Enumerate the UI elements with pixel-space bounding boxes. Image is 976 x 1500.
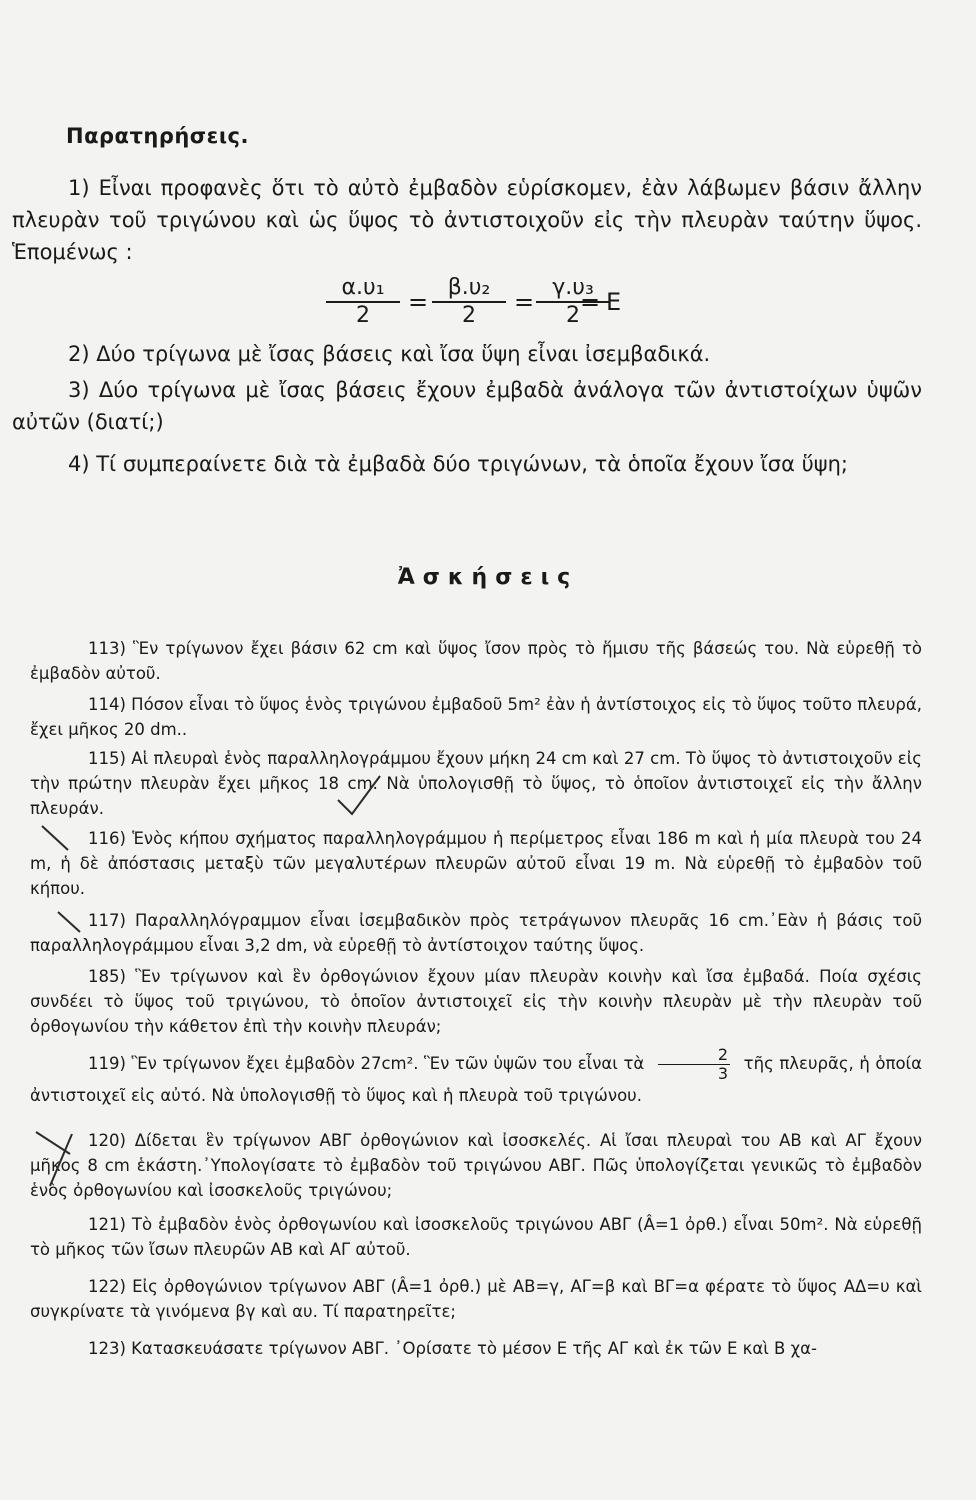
- exercise-123: 123) Κατασκευάσατε τρίγωνον ΑΒΓ. ᾿Ορίσατε τὸ μέσον Ε τῆς ΑΓ καὶ ἐκ τῶν Ε καὶ Β χα-: [88, 1339, 817, 1358]
- exercise-119-text-start: 119) Ἓν τρίγωνον ἔχει ἐμβαδὸν 27cm². Ἓν τῶν ὑψῶν του εἶναι τὰ: [88, 1054, 645, 1073]
- formula-equals-2: =: [514, 288, 535, 316]
- observation-2: 2) Δύο τρίγωνα μὲ ἴσας βάσεις καὶ ἴσα ὕψη εἶναι ἰσεμβαδικά.: [68, 342, 711, 366]
- observation-1: 1) Εἶναι προφανὲς ὅτι τὸ αὐτὸ ἐμβαδὸν εὑρίσκομεν, ἐὰν λάβωμεν βάσιν ἄλλην πλευρὰν τοῦ τριγώνου καὶ ὡς ὕψος τὸ ἀντιστοιχοῦν εἰς τὴν πλευρὰν ταύτην ὕψος. Ἑπομένως :: [12, 176, 922, 264]
- area-formula: [326, 276, 646, 330]
- handwritten-check-mark: [330, 770, 390, 830]
- formula-numerator-2: β.υ₂: [432, 276, 506, 303]
- formula-fraction-2: [432, 276, 506, 329]
- exercises-title: Ἀσκήσεις: [397, 565, 579, 590]
- formula-fraction-1: [326, 276, 400, 329]
- exercise-119-text-end: τῆς πλευρᾶς, ἡ ὁποία ἀντιστοιχεῖ εἰς αὐτό. Νὰ ὑπολογισθῇ τὸ ὕψος καὶ ἡ πλευρὰ τοῦ τριγώνου.: [30, 1054, 922, 1105]
- handwritten-tick-120: [30, 1124, 90, 1194]
- exercise-115: 115) Αἱ πλευραὶ ἑνὸς παραλληλογράμμου ἔχουν μήκη 24 cm καὶ 27 cm. Τὸ ὕψος τὸ ἀντιστοιχοῦν εἰς τὴν πρώτην πλευρὰν ἔχει μῆκος 18 cm. Νὰ ὑπολογισθῇ τὸ ὕψος, τὸ ὁποῖον ἀντιστοιχεῖ εἰς τὴν ἄλλην πλευράν.: [30, 749, 922, 818]
- observations-heading: Παρατηρήσεις.: [66, 124, 249, 148]
- formula-numerator-1: α.υ₁: [326, 276, 400, 303]
- exercise-114: 114) Πόσον εἶναι τὸ ὕψος ἑνὸς τριγώνου ἐμβαδοῦ 5m² ἐὰν ἡ ἀντίστοιχος εἰς τὸ ὕψος τοῦτο πλευρά, ἔχει μῆκος 20 dm..: [30, 695, 922, 739]
- formula-result: E: [606, 288, 622, 316]
- handwritten-tick-116: [38, 820, 78, 860]
- exercise-119-fraction-numerator: 2: [658, 1046, 730, 1065]
- formula-numerator-3: γ.υ₃: [536, 276, 610, 303]
- exercise-120: 120) Δίδεται ἓν τρίγωνον ΑΒΓ ὀρθογώνιον καὶ ἰσοσκελές. Αἱ ἴσαι πλευραὶ του ΑΒ καὶ ΑΓ ἔχουν μῆκος 8 cm ἑκάστη.᾿Υπολογίσατε τὸ ἐμβαδὸν τοῦ τριγώνου ΑΒΓ. Πῶς ὑπολογίζεται γενικῶς τὸ ἐμβαδὸν ἑνὸς ὀρθογωνίου καὶ ἰσοσκελοῦς τριγώνου;: [30, 1131, 922, 1200]
- observation-4: 4) Τί συμπεραίνετε διὰ τὰ ἐμβαδὰ δύο τριγώνων, τὰ ὁποῖα ἔχουν ἴσα ὕψη;: [68, 452, 848, 476]
- formula-denominator-3: 2: [566, 303, 580, 328]
- exercise-122: 122) Εἰς ὀρθογώνιον τρίγωνον ΑΒΓ (Â=1 ὀρθ.) μὲ ΑΒ=γ, ΑΓ=β καὶ ΒΓ=α φέρατε τὸ ὕψος ΑΔ=υ καὶ συγκρίνατε τὰ γινόμενα βγ καὶ αυ. Τί παρατηρεῖτε;: [30, 1277, 922, 1321]
- exercise-119: [30, 1046, 922, 1108]
- exercise-119-fraction: [658, 1046, 730, 1083]
- formula-equals-1: =: [408, 288, 429, 316]
- formula-denominator-2: 2: [462, 303, 476, 328]
- exercise-113: 113) Ἓν τρίγωνον ἔχει βάσιν 62 cm καὶ ὕψος ἴσον πρὸς τὸ ἥμισυ τῆς βάσεώς του. Νὰ εὑρεθῇ τὸ ἐμβαδὸν αὐτοῦ.: [30, 639, 922, 683]
- formula-denominator-1: 2: [356, 303, 370, 328]
- exercise-117: 117) Παραλληλόγραμμον εἶναι ἰσεμβαδικὸν πρὸς τετράγωνον πλευρᾶς 16 cm.᾿Εὰν ἡ βάσις τοῦ παραλληλογράμμου εἶναι 3,2 dm, νὰ εὑρεθῇ τὸ ἀντίστοιχον ταύτης ὕψος.: [30, 911, 922, 955]
- exercise-119-fraction-denominator: 3: [717, 1064, 729, 1083]
- exercise-185: 185) Ἓν τρίγωνον καὶ ἓν ὀρθογώνιον ἔχουν μίαν πλευρὰν κοινὴν καὶ ἴσα ἐμβαδά. Ποία σχέσις συνδέει τὸ ὕψος τοῦ τριγώνου, τὸ ὁποῖον ἀντιστοιχεῖ εἰς τὴν κοινὴν πλευρὰν μὲ τὴν πλευρὰν τοῦ ὀρθογωνίου τὴν κάθετον ἐπὶ τὴν κοινὴν πλευράν;: [30, 967, 922, 1036]
- exercise-121: 121) Τὸ ἐμβαδὸν ἑνὸς ὀρθογωνίου καὶ ἰσοσκελοῦς τριγώνου ΑΒΓ (Â=1 ὀρθ.) εἶναι 50m². Νὰ εὑρεθῇ τὸ μῆκος τῶν ἴσων πλευρῶν ΑΒ καὶ ΑΓ αὐτοῦ.: [30, 1215, 922, 1259]
- observation-3: 3) Δύο τρίγωνα μὲ ἴσας βάσεις ἔχουν ἐμβαδὰ ἀνάλογα τῶν ἀντιστοίχων ὑψῶν αὐτῶν (διατί;): [12, 378, 922, 434]
- exercise-116: 116) Ἑνὸς κήπου σχήματος παραλληλογράμμου ἡ περίμετρος εἶναι 186 m καὶ ἡ μία πλευρὰ του 24 m, ἡ δὲ ἀπόστασις μεταξὺ τῶν μεγαλυτέρων πλευρῶν αὐτοῦ εἶναι 19 m. Νὰ εὑρεθῇ τὸ ἐμβαδὸν τοῦ κήπου.: [30, 829, 922, 898]
- formula-equals-3: =: [580, 288, 601, 316]
- handwritten-tick-117: [54, 904, 94, 944]
